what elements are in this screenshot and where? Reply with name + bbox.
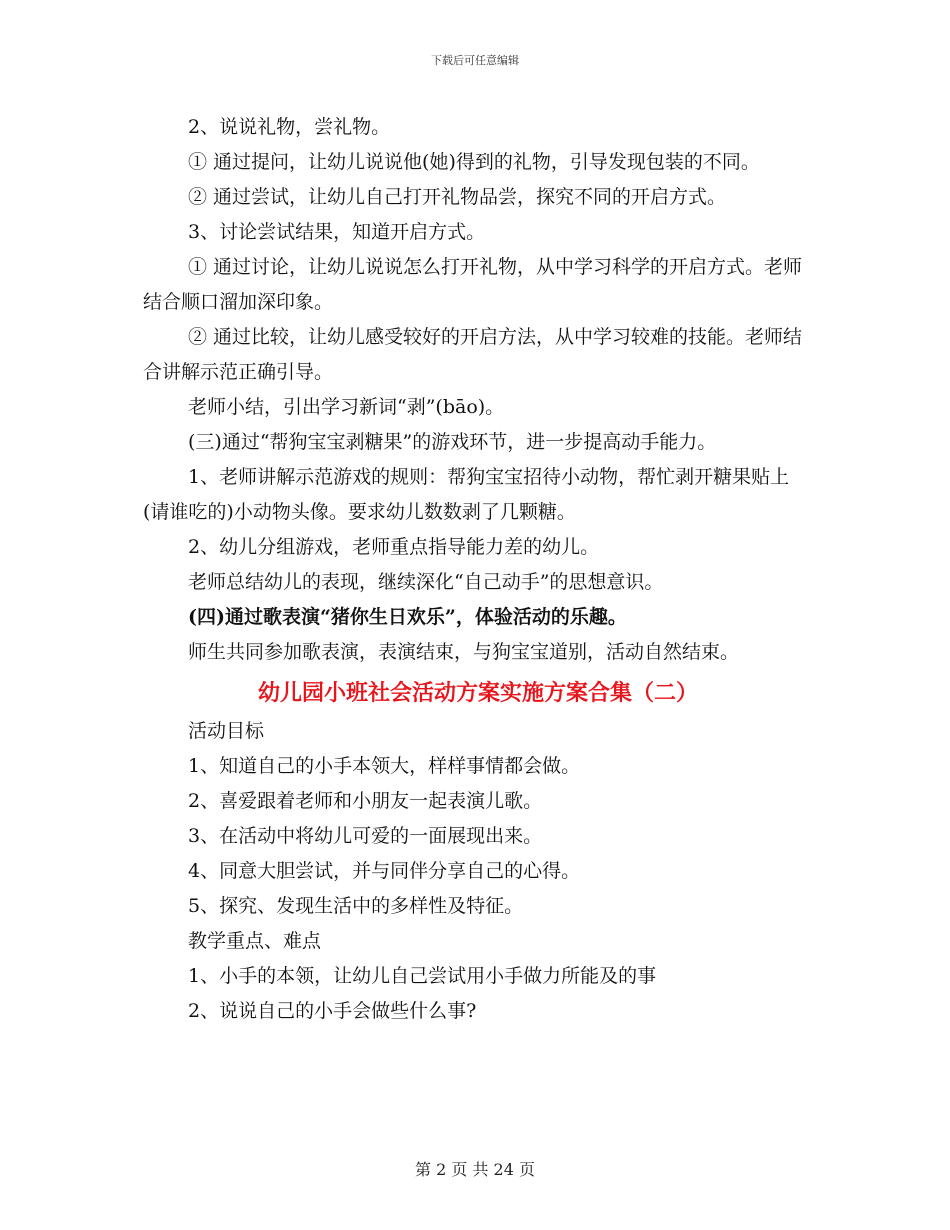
list-item: 5、探究、发现生活中的多样性及特征。: [188, 895, 524, 917]
list-item: 2、喜爱跟着老师和小朋友一起表演儿歌。: [188, 790, 543, 812]
document-body: [143, 110, 813, 1029]
paragraph: ① 通过提问，让幼儿说说他(她)得到的礼物，引导发现包装的不同。: [188, 151, 760, 173]
paragraph: 1、老师讲解示范游戏的规则：帮狗宝宝招待小动物，帮忙剥开糖果贴上(请谁吃的)小动物头像。要求幼儿数数剥了几颗糖。: [143, 466, 790, 523]
subheading: 活动目标: [188, 720, 265, 742]
paragraph: 师生共同参加歌表演，表演结束，与狗宝宝道别，活动自然结束。: [188, 641, 740, 663]
paragraph: 3、讨论尝试结果，知道开启方式。: [188, 221, 486, 243]
bold-paragraph: (四)通过歌表演“猪你生日欢乐”，体验活动的乐趣。: [188, 606, 627, 628]
paragraph: ① 通过讨论，让幼儿说说怎么打开礼物，从中学习科学的开启方式。老师结合顺口溜加深印象。: [143, 256, 803, 313]
list-item: 1、小手的本领，让幼儿自己尝试用小手做力所能及的事: [188, 965, 657, 987]
paragraph: ② 通过尝试，让幼儿自己打开礼物品尝，探究不同的开启方式。: [188, 186, 727, 208]
list-item: 2、说说自己的小手会做些什么事?: [188, 1000, 477, 1022]
page-header: 下载后可任意编辑: [431, 54, 519, 67]
list-item: 1、知道自己的小手本领大，样样事情都会做。: [188, 755, 581, 777]
paragraph: 老师总结幼儿的表现，继续深化“自己动手”的思想意识。: [188, 571, 664, 593]
list-item: 3、在活动中将幼儿可爱的一面展现出来。: [188, 825, 543, 847]
paragraph: 2、说说礼物，尝礼物。: [188, 116, 391, 138]
paragraph: 老师小结，引出学习新词“剥”(bāo)。: [188, 396, 505, 418]
paragraph: 2、幼儿分组游戏，老师重点指导能力差的幼儿。: [188, 536, 600, 558]
subheading: 教学重点、难点: [188, 930, 322, 952]
paragraph: (三)通过“帮狗宝宝剥糖果”的游戏环节，进一步提高动手能力。: [188, 431, 717, 453]
page-footer: 第 2 页 共 24 页: [415, 1160, 535, 1179]
section-title: 幼儿园小班社会活动方案实施方案合集（二）: [257, 680, 698, 706]
paragraph: ② 通过比较，让幼儿感受较好的开启方法，从中学习较难的技能。老师结合讲解示范正确引导。: [143, 326, 803, 383]
list-item: 4、同意大胆尝试，并与同伴分享自己的心得。: [188, 860, 581, 882]
